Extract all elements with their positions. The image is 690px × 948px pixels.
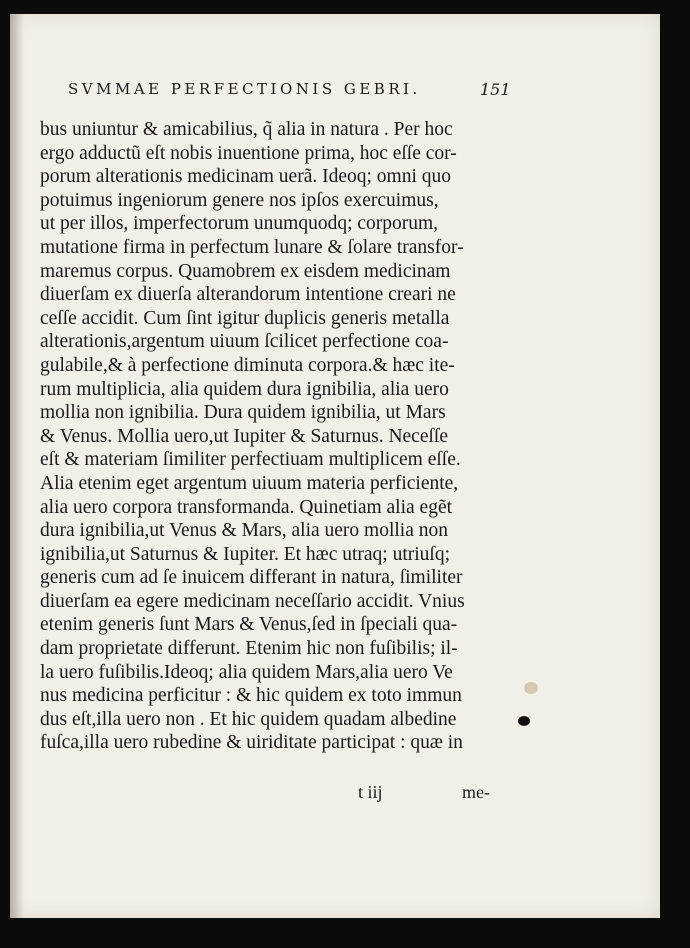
text-line: mollia non ignibilia. Dura quidem ignibilia, ut Mars (40, 402, 446, 424)
text-line: generis cum ad ſe inuicem differant in natura, ſimiliter (40, 567, 463, 589)
gutter-shadow (10, 14, 24, 918)
catchword: me- (462, 782, 490, 802)
book-page (10, 14, 660, 918)
stain-mark (524, 682, 538, 694)
text-line: nus medicina perficitur : & hic quidem ex toto immun (40, 685, 462, 707)
text-line: & Venus. Mollia uero,ut Iupiter & Saturnus. Neceſſe (40, 425, 448, 447)
text-line: eſt & materiam ſimiliter perfectiuam multiplicem eſſe. (40, 449, 461, 471)
text-line: diuerſam ex diuerſa alterandorum intentione creari ne (40, 284, 456, 306)
text-line: la uero fuſibilis.Ideoq; alia quidem Mars,alia uero Ve (40, 661, 453, 683)
signature-mark: t iij (358, 782, 383, 802)
text-line: diuerſam ea egere medicinam neceſſario accidit. Vnius (40, 590, 465, 612)
text-line: potuimus ingeniorum genere nos ipſos exercuimus, (40, 189, 439, 211)
text-line: ceſſe accidit. Cum ſint igitur duplicis generis metalla (40, 307, 450, 329)
text-line: mutatione firma in perfectum lunare & ſolare transfor- (40, 236, 464, 258)
body-text (40, 118, 510, 755)
text-line: rum multiplicia, alia quidem dura ignibilia, alia uero (40, 378, 449, 400)
ink-dot (518, 716, 530, 726)
text-line: ut per illos, imperfectorum unumquodq; corporum, (40, 213, 439, 235)
text-line: maremus corpus. Quamobrem ex eisdem medicinam (40, 260, 451, 282)
text-line: porum alterationis medicinam uerã. Ideoq; omni quo (40, 166, 452, 188)
text-line: ergo adductũ eſt nobis inuentione prima, hoc eſſe cor- (40, 142, 457, 164)
text-line: fuſca,illa uero rubedine & uiriditate participat : quæ in (40, 732, 463, 754)
page-number: 151 (480, 80, 511, 99)
running-head: SVMMAE PERFECTIONIS GEBRI. (68, 80, 421, 98)
text-line: alterationis,argentum uiuum ſcilicet perfectione coa- (40, 331, 449, 353)
text-line: dura ignibilia,ut Venus & Mars, alia uero mollia non (40, 520, 448, 542)
text-line: dam proprietate differunt. Etenim hic non fuſibilis; il- (40, 638, 458, 660)
text-line: alia uero corpora transformanda. Quinetiam alia egẽt (40, 496, 453, 518)
text-line: bus uniuntur & amicabilius, q̃ alia in natura . Per hoc (40, 119, 453, 140)
text-line: Alia etenim eget argentum uiuum materia perficiente, (40, 472, 459, 494)
text-line: gulabile,& à perfectione diminuta corpora.& hæc ite- (40, 354, 455, 376)
text-line: ignibilia,ut Saturnus & Iupiter. Et hæc utraq; utriuſq; (40, 543, 450, 565)
text-line: dus eſt,illa uero non . Et hic quidem quadam albedine (40, 708, 457, 730)
text-line: etenim generis ſunt Mars & Venus,ſed in ſpeciali qua- (40, 614, 458, 636)
